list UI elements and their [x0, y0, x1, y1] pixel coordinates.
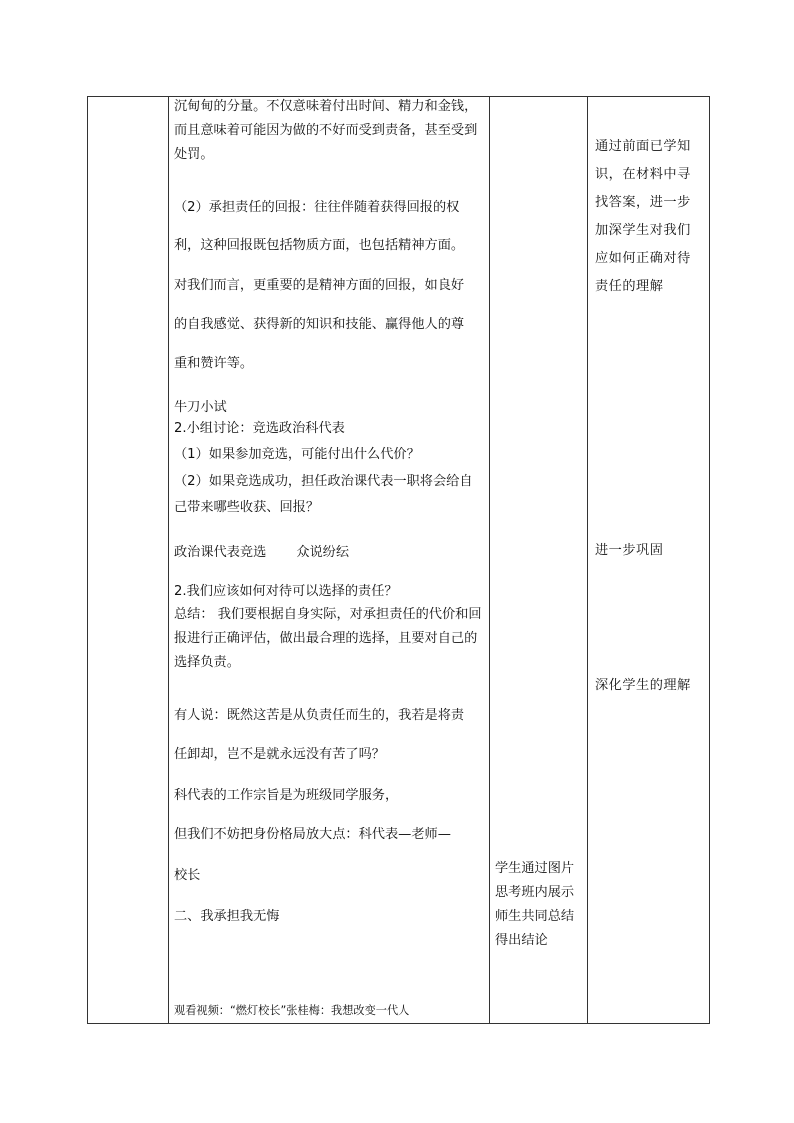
paragraph-return-3: 对我们而言，更重要的是精神方面的回报，如良好 — [174, 278, 465, 293]
section-trial-heading: 牛刀小试 — [174, 400, 227, 415]
quote-line-2: 任卸却，岂不是就永远没有苦了吗？ — [174, 747, 385, 762]
paragraph-return-1: （2）承担责任的回报：往往伴随着获得回报的权 — [174, 200, 460, 215]
election-caption-right: 众说纷纭 — [296, 545, 350, 560]
question-choose-responsibility: 2.我们应该如何对待可以选择的责任？ — [174, 584, 398, 599]
intent-text-1: 通过前面已学知识，在材料中寻找答案，进一步加深学生对我们应如何正确对待责任的理解 — [595, 139, 691, 294]
election-caption — [174, 541, 483, 565]
paragraph-return-2: 利，这种回报既包括物质方面，也包括精神方面。 — [174, 238, 465, 253]
video-caption: 观看视频：“燃灯校长”张桂梅：我想改变一代人 — [174, 1004, 410, 1017]
column-student-activity-cell — [490, 97, 588, 1024]
paragraph-burden: 沉甸甸的分量。不仅意味着付出时间、精力和金钱，而且意味着可能因为做的不好而受到责备，甚至受到处罚。 — [174, 99, 478, 162]
representative-line-2: 但我们不妨把身份格局放大点：科代表—老师— — [174, 827, 451, 842]
intent-text-3: 深化学生的理解 — [595, 678, 691, 693]
election-caption-left: 政治课代表竞选 — [174, 545, 267, 560]
representative-line-1: 科代表的工作宗旨是为班级同学服务， — [174, 788, 399, 803]
section-two-heading: 二、我承担我无悔 — [174, 909, 280, 924]
table-row — [88, 97, 710, 1024]
quote-line-1: 有人说：既然这苦是从负责任而生的，我若是将责 — [174, 708, 465, 723]
lesson-table — [87, 96, 710, 1024]
column-stage-cell — [88, 97, 169, 1024]
discussion-question-1: （1）如果参加竞选，可能付出什么代价？ — [174, 447, 420, 462]
discussion-item: 2.小组讨论：竞选政治科代表 — [174, 421, 345, 436]
column-content-cell — [169, 97, 490, 1024]
representative-line-3: 校长 — [174, 868, 201, 883]
student-activity-text: 学生通过图片思考班内展示师生共同总结得出结论 — [495, 861, 575, 948]
summary-paragraph: 总结： 我们要根据自身实际，对承担责任的代价和回报进行正确评估，做出最合理的选择，且要对自己的选择负责。 — [174, 607, 482, 670]
column-design-intent-cell — [588, 97, 710, 1024]
paragraph-return-4: 的自我感觉、获得新的知识和技能、赢得他人的尊 — [174, 317, 465, 332]
paragraph-return-5: 重和赞许等。 — [174, 356, 254, 371]
intent-text-2: 进一步巩固 — [595, 543, 664, 558]
discussion-question-2: （2）如果竞选成功，担任政治课代表一职将会给自己带来哪些收获、回报？ — [174, 474, 473, 515]
